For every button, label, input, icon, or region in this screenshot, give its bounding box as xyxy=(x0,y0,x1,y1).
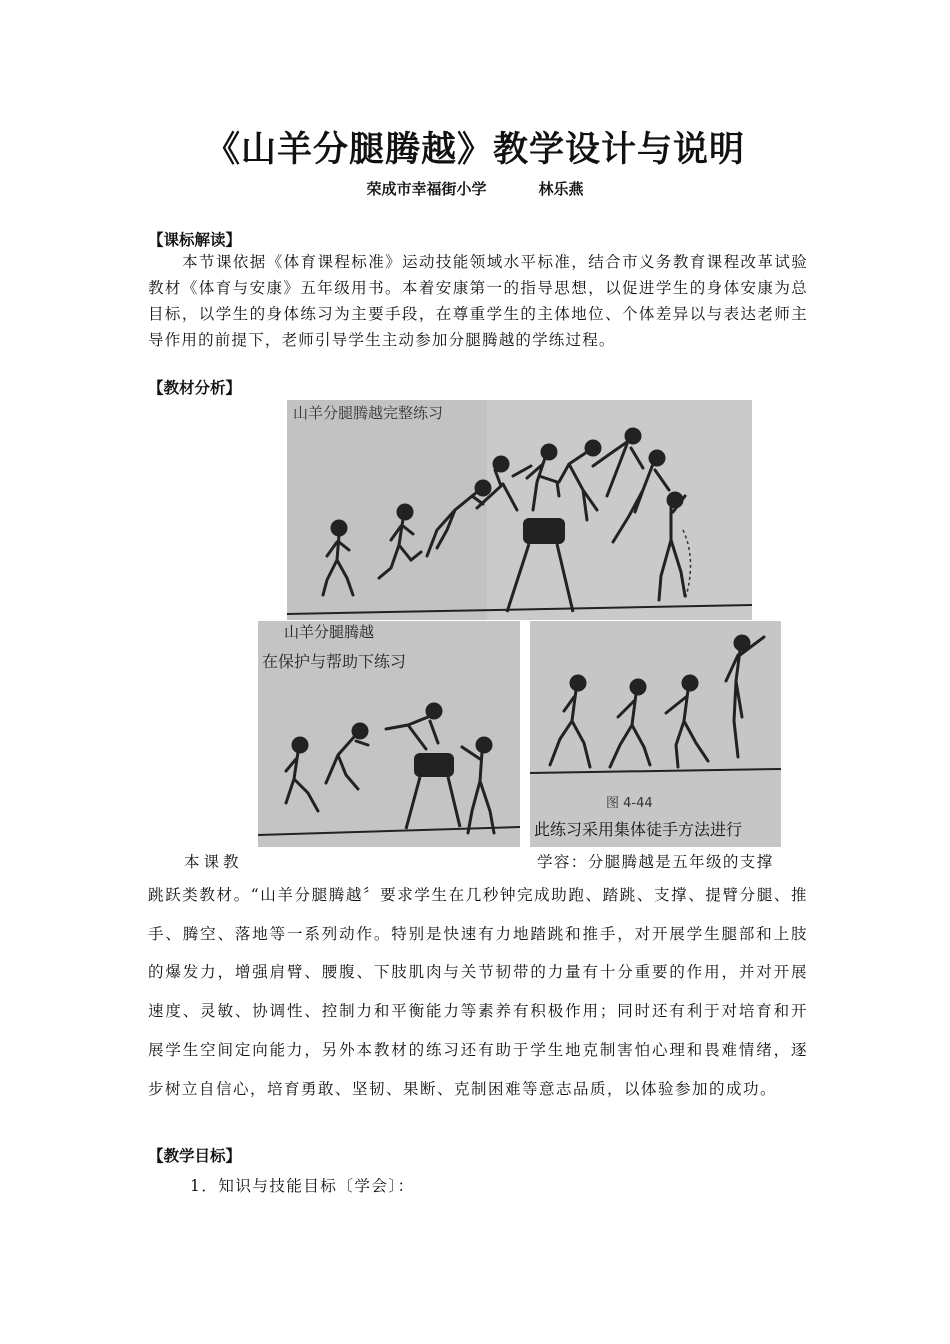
paragraph-material: 跳跃类教材。“山羊分腿腾越〞要求学生在几秒钟完成助跑、踏跳、支撑、提臂分腿、推手、腾空、落地等一系列动作。特别是快速有力地踏跳和推手，对开展学生腿部和上肢的爆发力，增强肩臂、腰腹、下肢肌肉与关节韧带的力量有十分重要的作用，并对开展速度、灵敏、协调性、控制力和平衡能力等素养有积极作用；同时还有利于对培育和开展学生空间定向能力，另外本教材的练习还有助于学生地克制害怕心理和畏难情绪，逐步树立自信心，培育勇敢、坚韧、果断、克制困难等意志品质，以体验参加的成功。 xyxy=(148,886,808,1098)
heading-objectives: 【教学目标】 xyxy=(148,1147,242,1165)
heading-material: 【教材分析】 xyxy=(148,379,242,397)
material-lead-left: 本课教 xyxy=(184,853,243,871)
figure-complete-practice xyxy=(287,400,752,620)
figure-group-practice xyxy=(530,621,781,847)
fig3-caption: 此练习采用集体徒手方法进行 xyxy=(534,820,743,839)
material-lead-right: 学容：分腿腾越是五年级的支撑 xyxy=(537,853,774,871)
author-name: 林乐燕 xyxy=(538,180,584,198)
author-school: 荣成市幸福街小学 xyxy=(366,180,487,198)
fig1-caption: 山羊分腿腾越完整练习 xyxy=(293,404,444,422)
fig2-caption-line1: 山羊分腿腾越 xyxy=(284,623,375,641)
objective-item-1: 1．知识与技能目标〔学会〕： xyxy=(190,1177,415,1195)
figure-protected-practice xyxy=(258,621,520,847)
fig2-caption-line2: 在保护与帮助下练习 xyxy=(262,652,407,671)
heading-curriculum: 【课标解读】 xyxy=(148,231,242,249)
fig3-number: 图 4-44 xyxy=(606,796,653,811)
page-title: 《山羊分腿腾越》教学设计与说明 xyxy=(204,129,745,170)
paragraph-curriculum: 本节课依据《体育课程标准》运动技能领域水平标准，结合市义务教育课程改革试验教材《体育与安康》五年级用书。本着安康第一的指导思想，以促进学生的身体安康为总目标，以学生的身体练习为主要手段，在尊重学生的主体地位、个体差异以与表达老师主导作用的前提下，老师引导学生主动参加分腿腾越的学练过程。 xyxy=(148,253,808,349)
author-line xyxy=(0,178,950,199)
